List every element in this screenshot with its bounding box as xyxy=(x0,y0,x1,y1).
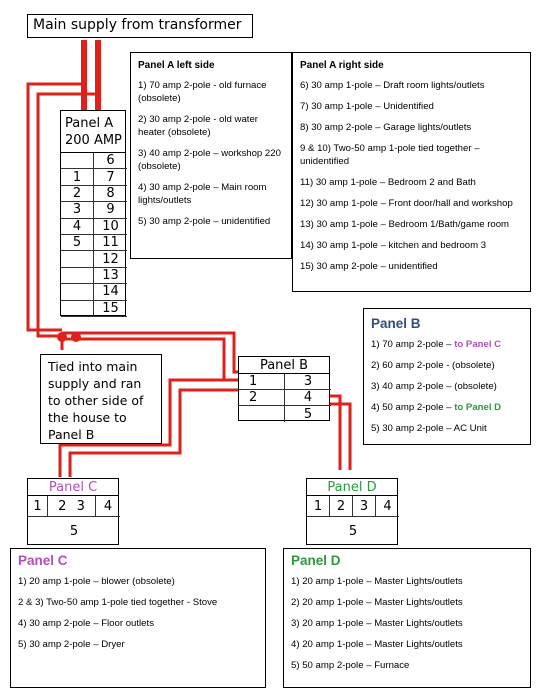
main-supply-label xyxy=(27,14,253,38)
panel-d-breaker-2: 2 xyxy=(330,496,353,517)
panel-a-right-item: 11) 30 amp 1-pole – Bedroom 2 and Bath xyxy=(300,177,476,188)
panel-a-breaker-7: 7 xyxy=(94,169,127,185)
panel-d-breaker-3: 3 xyxy=(353,496,376,517)
panel-c-info xyxy=(10,548,266,688)
panel-a-left-item: 4) 30 amp 2-pole – Main room lights/outlets xyxy=(138,182,267,206)
panel-a-left-item: 3) 40 amp 2-pole – workshop 220 (obsolete) xyxy=(138,148,281,172)
panel-a-breaker-12: 12 xyxy=(94,251,127,267)
panel-b-title: Panel B xyxy=(259,357,309,373)
panel-a-right-item: 7) 30 amp 1-pole – Unidentified xyxy=(300,101,434,112)
panel-d-breaker-1: 1 xyxy=(307,496,330,517)
panel-d-breaker-5: 5 xyxy=(348,524,358,539)
panel-a-breaker-6: 6 xyxy=(94,153,127,169)
panel-a-breaker-15: 15 xyxy=(94,301,127,317)
panel-c-info-heading: Panel C xyxy=(18,553,68,568)
panel-d-info-item: 5) 50 amp 2-pole – Furnace xyxy=(291,660,410,671)
panel-a-breaker-1: 1 xyxy=(61,169,94,185)
panel-a-breaker-8: 8 xyxy=(94,186,127,202)
panel-c-info-item: 5) 30 amp 2-pole – Dryer xyxy=(18,639,125,650)
panel-a-right-item: 13) 30 amp 1-pole – Bedroom 1/Bath/game room xyxy=(300,219,510,230)
panel-b-info-text: 4) 50 amp 2-pole – xyxy=(371,402,455,413)
panel-b-info-item xyxy=(371,422,522,435)
panel-b-info-heading: Panel B xyxy=(371,316,421,331)
panel-d-info-item: 3) 20 amp 1-pole – Master Lights/outlets xyxy=(291,618,463,629)
panel-c-info-item: 4) 30 amp 2-pole – Floor outlets xyxy=(18,618,154,629)
panel-a-right-heading: Panel A right side xyxy=(300,60,384,71)
panel-c-header xyxy=(27,478,119,495)
panel-a-breaker-9: 9 xyxy=(94,202,127,218)
panel-c-breaker-4: 4 xyxy=(96,496,120,517)
panel-c-breakers xyxy=(27,495,119,545)
panel-a-breaker-5: 5 xyxy=(61,235,94,251)
panel-a-right-item: 12) 30 amp 1-pole – Front door/hall and workshop xyxy=(300,198,513,209)
panel-d-breakers xyxy=(306,495,398,545)
panel-c-breaker-5: 5 xyxy=(69,524,79,539)
panel-a-breaker-4: 4 xyxy=(61,219,94,235)
panel-c-title: Panel C xyxy=(48,479,98,495)
junction-dot-2 xyxy=(71,332,81,342)
panel-a-breakers xyxy=(60,152,126,316)
panel-b-breaker-1: 1 xyxy=(239,374,285,390)
panel-b-header xyxy=(238,356,330,373)
panel-a-right-info xyxy=(292,52,531,292)
panel-b-info-highlight: to Panel D xyxy=(454,402,502,413)
junction-dot-1 xyxy=(57,332,67,342)
panel-b-info-item xyxy=(371,380,522,393)
panel-d-info-item: 4) 20 amp 1-pole – Master Lights/outlets xyxy=(291,639,463,650)
panel-c-breaker-3: 3 xyxy=(76,498,85,514)
panel-b-info-text: 5) 30 amp 2-pole – AC Unit xyxy=(371,423,487,434)
panel-a-title: Panel A xyxy=(65,116,114,131)
panel-d-header xyxy=(306,478,398,495)
panel-a-empty-slot xyxy=(61,251,94,267)
panel-b-breaker-3: 3 xyxy=(285,374,331,390)
panel-c-info-item: 1) 20 amp 1-pole – blower (obsolete) xyxy=(18,576,175,587)
panel-b-info-item xyxy=(371,401,522,414)
panel-b-info-highlight: to Panel C xyxy=(454,339,502,350)
panel-d-info xyxy=(283,548,531,688)
panel-b-breaker-4: 4 xyxy=(285,390,331,406)
panel-c-breaker-2-3 xyxy=(48,496,96,517)
panel-d-info-item: 2) 20 amp 1-pole – Master Lights/outlets xyxy=(291,597,463,608)
panel-d-title: Panel D xyxy=(327,479,377,495)
panel-a-rating: 200 AMP xyxy=(65,133,122,148)
panel-a-left-item: 1) 70 amp 2-pole - old furnace (obsolete) xyxy=(138,80,267,104)
panel-b-breakers xyxy=(238,373,330,421)
panel-a-right-item: 8) 30 amp 2-pole – Garage lights/outlets xyxy=(300,122,472,133)
panel-a-breaker-2: 2 xyxy=(61,186,94,202)
panel-a-right-item: 6) 30 amp 1-pole – Draft room lights/outlets xyxy=(300,80,485,91)
panel-a-empty-slot xyxy=(61,268,94,284)
panel-a-empty-slot xyxy=(61,301,94,317)
panel-a-right-item: 14) 30 amp 1-pole – kitchen and bedroom 3 xyxy=(300,240,487,251)
panel-b-info-text: 3) 40 amp 2-pole – (obsolete) xyxy=(371,381,497,392)
panel-a-left-item: 2) 30 amp 2-pole - old water heater (obsolete) xyxy=(138,114,258,138)
panel-c-breaker-1: 1 xyxy=(28,496,48,517)
panel-b-empty-slot xyxy=(239,406,285,422)
panel-a-header xyxy=(60,110,126,152)
panel-d-breaker-4: 4 xyxy=(376,496,399,517)
panel-b-info-item xyxy=(371,359,522,372)
main-supply-text: Main supply from transformer xyxy=(33,17,242,33)
panel-a-breaker-10: 10 xyxy=(94,219,127,235)
panel-d-info-heading: Panel D xyxy=(291,553,341,568)
panel-b-info-text: 2) 60 amp 2-pole - (obsolete) xyxy=(371,360,495,371)
panel-a-breaker-14: 14 xyxy=(94,284,127,300)
panel-b-breaker-2: 2 xyxy=(239,390,285,406)
panel-a-breaker-3: 3 xyxy=(61,202,94,218)
tied-note-text: Tied into main supply and ran to other side of the house to Panel B xyxy=(48,359,144,442)
panel-a-right-item: 9 & 10) Two-50 amp 1-pole tied together – unidentified xyxy=(300,143,480,167)
panel-b-info-item xyxy=(371,338,522,351)
panel-a-left-item: 5) 30 amp 2-pole – unidentified xyxy=(138,216,271,227)
panel-a-breaker-11: 11 xyxy=(94,235,127,251)
panel-c-info-item: 2 & 3) Two-50 amp 1-pole tied together - Stove xyxy=(18,597,218,608)
panel-b-breaker-5: 5 xyxy=(303,406,313,422)
panel-b-info-text: 1) 70 amp 2-pole – xyxy=(371,339,455,350)
panel-a-left-info xyxy=(130,52,292,259)
panel-a-left-heading: Panel A left side xyxy=(138,60,215,71)
panel-a-right-item: 15) 30 amp 2-pole – unidentified xyxy=(300,261,438,272)
panel-a-empty-slot xyxy=(61,153,94,169)
panel-c-breaker-2: 2 xyxy=(58,498,67,514)
tied-note xyxy=(40,354,162,444)
panel-d-info-item: 1) 20 amp 1-pole – Master Lights/outlets xyxy=(291,576,463,587)
panel-b-info xyxy=(363,308,531,445)
panel-a-empty-slot xyxy=(61,284,94,300)
panel-a-breaker-13: 13 xyxy=(94,268,127,284)
